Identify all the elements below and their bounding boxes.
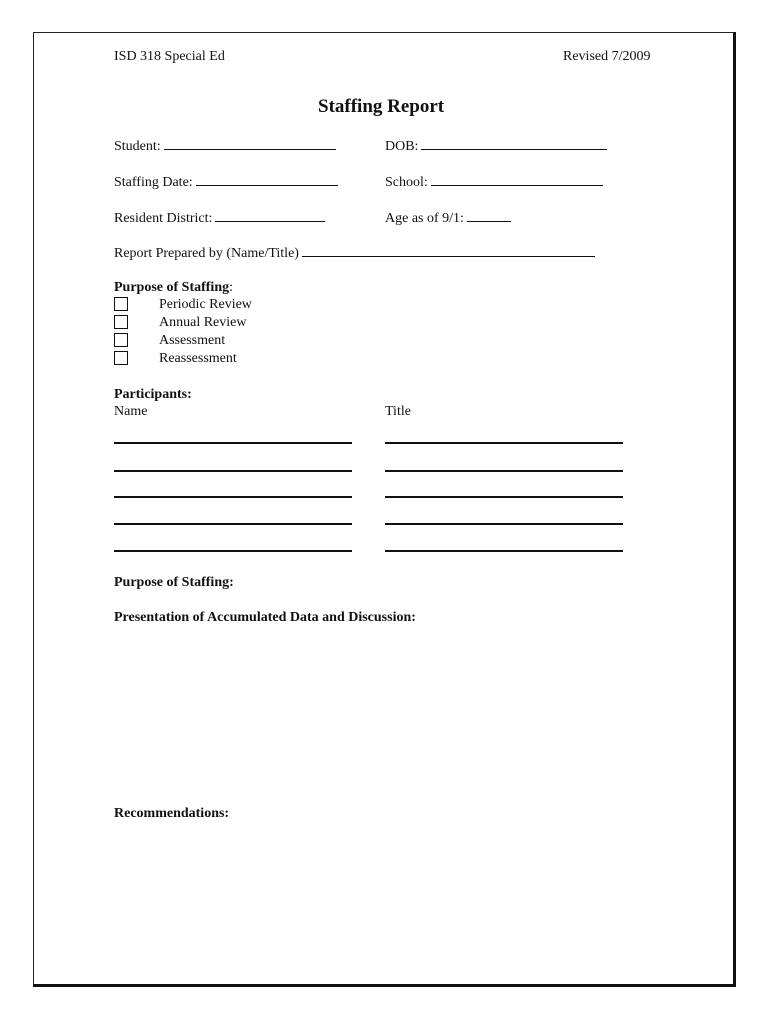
age-line[interactable] (467, 209, 511, 222)
checkbox-reassessment[interactable] (114, 351, 128, 365)
prepared-by-field[interactable] (114, 244, 595, 262)
participants-title-column: Title (385, 404, 411, 419)
resident-district-line[interactable] (215, 209, 325, 222)
student-label: Student: (114, 139, 161, 154)
resident-district-label: Resident District: (114, 211, 213, 226)
school-field[interactable] (385, 173, 603, 191)
option-assessment: Assessment (159, 333, 226, 348)
checkbox-annual-review[interactable] (114, 315, 128, 329)
participant-name-line-4[interactable] (114, 523, 352, 525)
recommendations-heading: Recommendations: (114, 806, 230, 821)
participant-name-line-2[interactable] (114, 470, 352, 472)
staffing-date-field[interactable] (114, 173, 338, 191)
school-line[interactable] (431, 173, 603, 186)
participant-title-line-5[interactable] (385, 550, 623, 552)
resident-district-field[interactable] (114, 209, 325, 227)
purpose-heading-text: Purpose of Staffing (114, 280, 230, 295)
participant-name-line-5[interactable] (114, 550, 352, 552)
participant-title-line-1[interactable] (385, 442, 623, 444)
prepared-by-line[interactable] (302, 244, 595, 257)
prepared-by-label: Report Prepared by (Name/Title) (114, 246, 299, 261)
staffing-date-line[interactable] (196, 173, 338, 186)
checkbox-assessment[interactable] (114, 333, 128, 347)
option-annual-review: Annual Review (159, 315, 247, 330)
participant-name-line-3[interactable] (114, 496, 352, 498)
purpose-heading-colon: : (229, 280, 234, 295)
checkbox-periodic-review[interactable] (114, 297, 128, 311)
purpose-heading (114, 280, 233, 296)
participants-heading: Participants: (114, 387, 192, 402)
school-label: School: (385, 175, 428, 190)
option-periodic-review: Periodic Review (159, 297, 252, 312)
header-right: Revised 7/2009 (563, 49, 651, 64)
student-field[interactable] (114, 137, 336, 155)
student-line[interactable] (164, 137, 336, 150)
dob-label: DOB: (385, 139, 419, 154)
form-page (33, 32, 736, 987)
dob-line[interactable] (421, 137, 607, 150)
dob-field[interactable] (385, 137, 607, 155)
option-reassessment: Reassessment (159, 351, 237, 366)
participants-name-column: Name (114, 404, 148, 419)
participant-title-line-2[interactable] (385, 470, 623, 472)
participant-title-line-3[interactable] (385, 496, 623, 498)
page-title: Staffing Report (318, 96, 445, 117)
purpose-of-staffing-heading: Purpose of Staffing: (114, 575, 234, 590)
presentation-heading: Presentation of Accumulated Data and Discussion: (114, 610, 416, 625)
participant-title-line-4[interactable] (385, 523, 623, 525)
participant-name-line-1[interactable] (114, 442, 352, 444)
age-field[interactable] (385, 209, 511, 227)
staffing-date-label: Staffing Date: (114, 175, 193, 190)
age-label: Age as of 9/1: (385, 211, 464, 226)
header-left: ISD 318 Special Ed (114, 49, 225, 64)
